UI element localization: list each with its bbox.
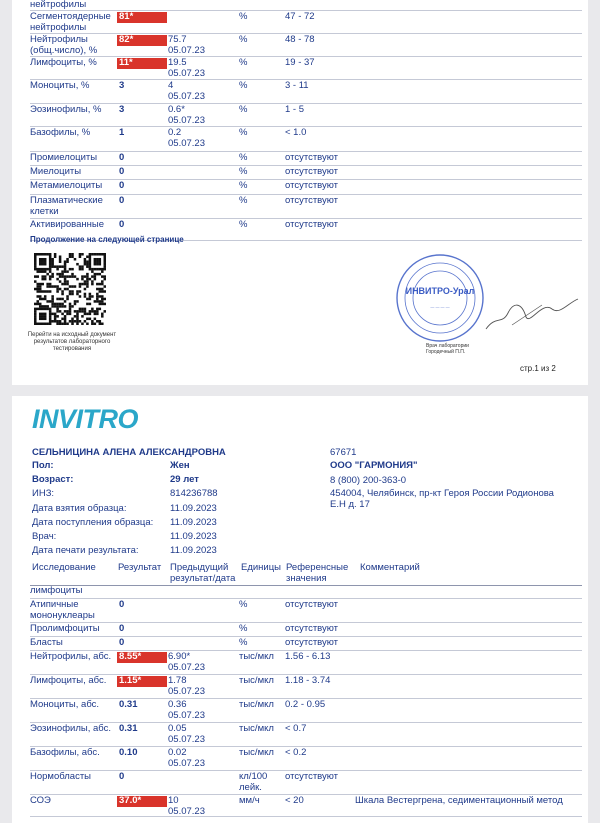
col-comment: Комментарий xyxy=(360,562,420,573)
previous-result: 10 05.07.23 xyxy=(168,795,205,817)
previous-result: 19.5 05.07.23 xyxy=(168,57,205,79)
test-unit: % xyxy=(239,623,248,634)
test-result: 0 xyxy=(119,180,125,191)
field-label: Пол: xyxy=(32,460,54,471)
test-comment: Шкала Вестергрена, седиментационный метод xyxy=(355,795,563,806)
reference-range: 47 - 72 xyxy=(285,11,315,22)
field-value: 11.09.2023 xyxy=(170,516,217,528)
test-name: лимфоциты xyxy=(30,585,83,596)
reference-range: 48 - 78 xyxy=(285,34,315,45)
test-unit: % xyxy=(239,152,248,163)
col-unit: Единицы xyxy=(241,562,282,573)
test-unit: % xyxy=(239,195,248,206)
doctor-signature xyxy=(482,295,582,335)
previous-result: 0.05 05.07.23 xyxy=(168,723,205,745)
reference-range: отсутствуют xyxy=(285,623,339,634)
svg-text:— — — —: — — — — xyxy=(430,304,450,309)
qr-caption: Перейти на исходный документ результатов лабораторного тестирования xyxy=(27,332,117,352)
report-page-2 xyxy=(12,396,588,823)
test-name: Плазматические клетки xyxy=(30,195,103,217)
field-value: 814236788 xyxy=(170,488,218,500)
field-value: 29 лет xyxy=(170,474,199,486)
reference-range: отсутствуют xyxy=(285,599,339,610)
test-name: Метамиелоциты xyxy=(30,180,103,191)
test-name: Моноциты, % xyxy=(30,80,90,91)
reference-range: отсутствуют xyxy=(285,152,339,163)
test-unit: тыс/мкл xyxy=(239,675,274,686)
test-name: Сегментоядерные нейтрофилы xyxy=(30,11,111,33)
reference-range: < 0.2 xyxy=(285,747,307,758)
test-name: Миелоциты xyxy=(30,166,82,177)
qr-code[interactable] xyxy=(34,253,106,325)
test-unit: тыс/мкл xyxy=(239,723,274,734)
field-label: ИНЗ: xyxy=(32,488,55,500)
invitro-logo: INVITRO xyxy=(32,404,139,434)
stamp-text: ИНВИТРО-Урал xyxy=(405,286,475,296)
previous-result: 0.2 05.07.23 xyxy=(168,127,205,149)
test-result: 0 xyxy=(119,195,125,206)
lab-name: ООО "ГАРМОНИЯ" xyxy=(330,460,418,471)
test-unit: тыс/мкл xyxy=(239,699,274,710)
test-unit: % xyxy=(239,104,248,115)
test-result: 1.15* xyxy=(117,676,167,687)
reference-range: 19 - 37 xyxy=(285,57,315,68)
test-result: 0.31 xyxy=(119,699,138,710)
previous-result: 0.02 05.07.23 xyxy=(168,747,205,769)
test-name: Нейтрофилы, абс. xyxy=(30,651,112,662)
reference-range: отсутствуют xyxy=(285,195,339,206)
test-result: 1 xyxy=(119,127,125,138)
page-number: стр.1 из 2 xyxy=(520,364,556,373)
test-result: 0 xyxy=(119,219,125,230)
test-unit: % xyxy=(239,57,248,68)
test-result: 0.31 xyxy=(119,723,138,734)
test-name: Моноциты, абс. xyxy=(30,699,100,710)
test-name: Нейтрофилы (общ.число), % xyxy=(30,34,98,56)
test-result: 0 xyxy=(119,623,125,634)
field-value: Жен xyxy=(170,460,190,471)
col-result: Результат xyxy=(118,562,162,573)
reference-range: < 20 xyxy=(285,795,304,806)
test-unit: % xyxy=(239,166,248,177)
field-value: 11.09.2023 xyxy=(170,531,217,542)
test-name: Базофилы, % xyxy=(30,127,91,138)
test-name: СОЭ xyxy=(30,795,51,806)
test-result: 0 xyxy=(119,166,125,177)
field-value: 11.09.2023 xyxy=(170,545,217,557)
test-name: Промиелоциты xyxy=(30,152,98,163)
test-name: Пролимфоциты xyxy=(30,623,100,634)
previous-result: 4 05.07.23 xyxy=(168,80,205,102)
lab-stamp xyxy=(394,252,486,344)
reference-range: отсутствуют xyxy=(285,637,339,648)
test-unit: кл/100 лейк. xyxy=(239,771,268,793)
test-result: 0 xyxy=(119,771,125,782)
test-result: 37.0* xyxy=(117,796,167,807)
previous-result: 0.36 05.07.23 xyxy=(168,699,205,721)
test-unit: % xyxy=(239,637,248,648)
lab-code: 67671 xyxy=(330,447,357,458)
previous-result: 0.6* 05.07.23 xyxy=(168,104,205,126)
report-page-1: нейтрофилы Сегментоядерные нейтрофилы 81* % 47 - 72 Нейтрофилы (общ.число), % 82* 75.7 05.07.23 % 48 - 78 Лимфоциты, % 11* 19.5 05.07.23 % 19 - 37 Моноциты, % 3 4 05.07.23 % 3 - 11 Эозинофилы, % 3 0.6* 05.07.23 % 1 - 5 Базофилы, % 1 0.2 05.07.23 % < 1.0 Промиелоциты 0 % отсутствуют Миелоциты 0 % отсутствуют Метамиелоциты 0 % отсутствуют Плазматические клетки 0 % отсутствуют Активированные 0 % отсутствуют Продолжение на следующей странице Перейти на исходный документ результатов лабораторного тестирования ИНВИТРО-Урал — — — — Врач лаборатории Городечный П.П. стр.1 из 2 xyxy=(12,0,588,385)
col-ref: Референсные значения xyxy=(286,562,349,584)
test-result: 11* xyxy=(117,58,167,69)
lab-address: 454004, Челябинск, пр-кт Героя России Родионова Е.Н д. 17 xyxy=(330,488,554,510)
test-result: 0 xyxy=(119,152,125,163)
test-name: Эозинофилы, % xyxy=(30,104,102,115)
test-result: 0 xyxy=(119,637,125,648)
test-name: Бласты xyxy=(30,637,63,648)
test-name: Нормобласты xyxy=(30,771,92,782)
reference-range: отсутствуют xyxy=(285,166,339,177)
test-unit: % xyxy=(239,599,248,610)
test-name: нейтрофилы xyxy=(30,0,87,10)
doctor-caption: Врач лаборатории Городечный П.П. xyxy=(426,343,469,355)
reference-range: 0.2 - 0.95 xyxy=(285,699,326,710)
test-unit: % xyxy=(239,180,248,191)
test-result: 3 xyxy=(119,104,125,115)
previous-result: 75.7 05.07.23 xyxy=(168,34,205,56)
reference-range: 3 - 11 xyxy=(285,80,309,91)
field-label: Врач: xyxy=(32,531,57,542)
test-result: 81* xyxy=(117,12,167,23)
test-result: 0.10 xyxy=(119,747,138,758)
test-result: 0 xyxy=(119,599,125,610)
test-name: Атипичные мононуклеары xyxy=(30,599,95,621)
reference-range: < 0.7 xyxy=(285,723,307,734)
test-result: 8.55* xyxy=(117,652,167,663)
field-label: Возраст: xyxy=(32,474,74,486)
test-name: Активированные xyxy=(30,219,105,230)
test-unit: % xyxy=(239,219,248,230)
reference-range: отсутствуют xyxy=(285,219,339,230)
test-name: Лимфоциты, абс. xyxy=(30,675,107,686)
test-unit: тыс/мкл xyxy=(239,747,274,758)
test-unit: % xyxy=(239,127,248,138)
patient-name: СЕЛЬНИЦИНА АЛЕНА АЛЕКСАНДРОВНА xyxy=(32,447,226,458)
test-name: Эозинофилы, абс. xyxy=(30,723,111,734)
reference-range: отсутствуют xyxy=(285,180,339,191)
test-name: Лимфоциты, % xyxy=(30,57,97,68)
reference-range: отсутствуют xyxy=(285,771,339,782)
reference-range: 1.56 - 6.13 xyxy=(285,651,331,662)
field-label: Дата поступления образца: xyxy=(32,516,154,528)
previous-result: 6.90* 05.07.23 xyxy=(168,651,205,673)
col-prev: Предыдущий результат/дата xyxy=(170,562,236,584)
field-label: Дата взятия образца: xyxy=(32,502,127,514)
field-label: Дата печати результата: xyxy=(32,545,139,557)
test-result xyxy=(117,586,167,597)
test-unit: % xyxy=(239,80,248,91)
reference-range: 1 - 5 xyxy=(285,104,305,115)
previous-result: 1.78 05.07.23 xyxy=(168,675,205,697)
test-unit: % xyxy=(239,11,248,22)
test-name: Базофилы, абс. xyxy=(30,747,100,758)
test-result: 3 xyxy=(119,80,125,91)
reference-range: 1.18 - 3.74 xyxy=(285,675,331,686)
reference-range: < 1.0 xyxy=(285,127,307,138)
test-unit: мм/ч xyxy=(239,795,260,806)
test-unit: % xyxy=(239,34,248,45)
col-study: Исследование xyxy=(32,562,96,573)
test-result: 82* xyxy=(117,35,167,46)
field-value: 11.09.2023 xyxy=(170,502,217,514)
lab-phone: 8 (800) 200-363-0 xyxy=(330,475,407,486)
test-unit: тыс/мкл xyxy=(239,651,274,662)
